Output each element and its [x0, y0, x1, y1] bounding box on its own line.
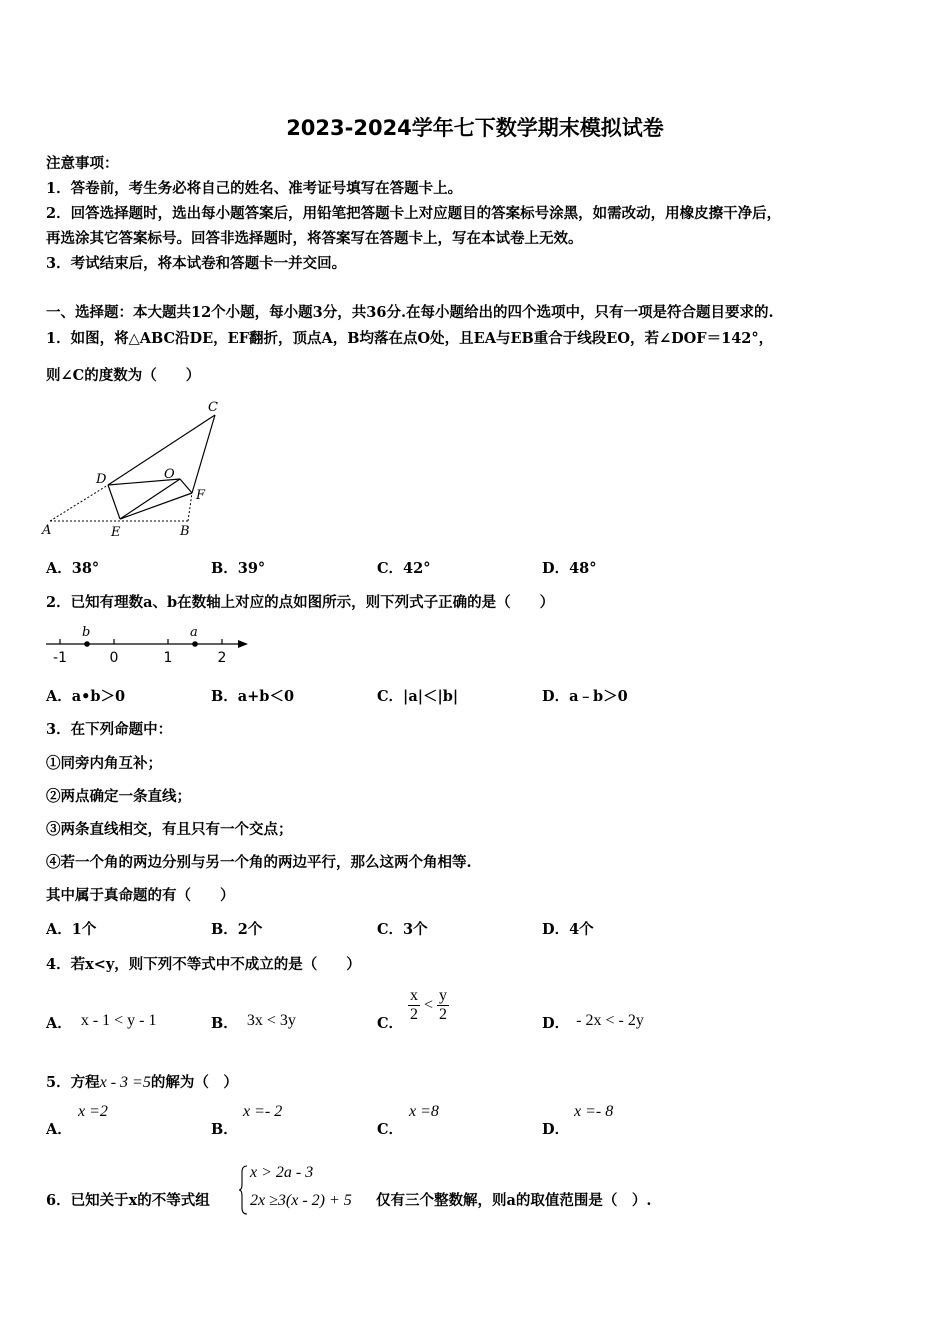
notice-item-2: 2．回答选择题时，选出每小题答案后，用铅笔把答题卡上对应题目的答案标号涂黑，如需改动，用橡皮擦干净后，: [46, 205, 782, 222]
segment-EO: [120, 479, 180, 519]
label-F: F: [196, 488, 206, 503]
point-label-b: b: [82, 625, 91, 640]
label-C: C: [208, 400, 218, 415]
notice-item-2-cont: 再选涂其它答案标号。回答非选择题时，将答案写在答题卡上，写在本试卷上无效。: [46, 230, 583, 247]
q1-option-a[interactable]: A．38°: [46, 560, 100, 577]
q2-stem: 2．已知有理数a、b在数轴上对应的点如图所示，则下列式子正确的是（ ）: [46, 594, 555, 611]
q4-option-b[interactable]: [211, 1012, 296, 1033]
fold-DE: [108, 485, 120, 519]
q3-ask: 其中属于真命题的有（ ）: [46, 887, 235, 904]
q1-stem-cont: 则∠C的度数为（ ）: [46, 367, 201, 384]
q4-option-d-expr: - 2x < - 2y: [576, 1012, 644, 1029]
frac-y-den: 2: [439, 1006, 448, 1023]
frac-op: <: [424, 996, 434, 1014]
q4-option-a-letter: A．: [46, 1015, 72, 1032]
label-O: O: [164, 467, 175, 482]
side-CF: [192, 415, 215, 493]
q5-option-a[interactable]: A．: [46, 1121, 72, 1138]
q2-number-line: [40, 620, 255, 668]
q4-stem: 4．若x<y，则下列不等式中不成立的是（ ）: [46, 956, 361, 973]
q5-option-b[interactable]: B．: [211, 1121, 238, 1138]
q1-option-c[interactable]: C．42°: [377, 560, 431, 577]
q4-option-b-expr: 3x < 3y: [246, 1012, 296, 1029]
q2-option-d[interactable]: D．a﹣b＞0: [542, 688, 628, 705]
frac-y-num: y: [439, 987, 448, 1004]
notice-item-3: 3．考试结束后，将本试卷和答题卡一并交回。: [46, 255, 347, 272]
q5-option-d-expr: x =- 8: [574, 1103, 614, 1120]
page-title: 2023-2024学年七下数学期末模拟试卷: [286, 116, 664, 140]
label-A: A: [42, 523, 52, 538]
q6-brace: [239, 1164, 249, 1216]
q5-stem-pre: 5．方程: [46, 1074, 100, 1091]
side-DC: [108, 415, 215, 485]
label-D: D: [96, 472, 107, 487]
segment-OF: [180, 479, 192, 493]
q4-option-c[interactable]: [377, 1012, 403, 1033]
q3-option-c[interactable]: C．3个: [377, 921, 428, 938]
label-B: B: [180, 524, 190, 539]
q4-option-b-letter: B．: [211, 1015, 238, 1032]
q2-option-b[interactable]: B．a+b＜0: [211, 688, 295, 705]
q3-option-b[interactable]: B．2个: [211, 921, 263, 938]
q2-option-c[interactable]: C．|a|＜|b|: [377, 688, 459, 705]
q6-stem-post: 仅有三个整数解，则a的取值范围是（ ）.: [376, 1192, 652, 1209]
axis-tick-label: -1: [53, 650, 67, 666]
q5-option-b-expr: x =- 2: [243, 1103, 283, 1120]
q6-inequality-2: 2x ≥3(x - 2) + 5: [250, 1192, 352, 1209]
q4-option-d-letter: D．: [542, 1015, 570, 1032]
frac-x-den: 2: [410, 1006, 418, 1023]
axis-tick-label: 1: [163, 650, 173, 666]
q5-option-d[interactable]: D．: [542, 1121, 570, 1138]
q5-stem: [46, 1071, 238, 1092]
fold-line-BF: [188, 493, 192, 521]
q3-prop-1: ①同旁内角互补；: [46, 755, 162, 772]
q3-option-a[interactable]: A．1个: [46, 921, 97, 938]
q1-option-d[interactable]: D．48°: [542, 560, 597, 577]
axis-arrow: [238, 640, 248, 648]
q5-option-c-expr: x =8: [409, 1103, 439, 1120]
q6-stem-pre: 6．已知关于x的不等式组: [46, 1192, 210, 1209]
q3-option-d[interactable]: D．4个: [542, 921, 594, 938]
frac-x-num: x: [410, 987, 418, 1004]
q4-option-c-expr: [408, 987, 449, 1024]
q3-prop-2: ②两点确定一条直线；: [46, 788, 191, 805]
q1-triangle-figure: [40, 395, 240, 545]
point-b: [84, 641, 90, 647]
fold-line-AD: [50, 485, 108, 521]
q4-option-a[interactable]: [46, 1012, 157, 1033]
q3-prop-3: ③两条直线相交，有且只有一个交点；: [46, 821, 293, 838]
section-heading: 一、选择题：本大题共12个小题，每小题3分，共36分.在每小题给出的四个选项中，只有一项是符合题目要求的.: [46, 304, 774, 321]
q1-stem: 1．如图，将△ABC沿DE，EF翻折，顶点A，B均落在点O处，且EA与EB重合于线段EO，若∠DOF＝142°，: [46, 330, 774, 347]
point-a: [192, 641, 198, 647]
q5-option-c[interactable]: C．: [377, 1121, 404, 1138]
q4-option-c-letter: C．: [377, 1015, 404, 1032]
q5-stem-post: 的解为（ ）: [150, 1074, 238, 1091]
axis-tick-label: 0: [109, 650, 119, 666]
q2-option-a[interactable]: A．a•b＞0: [46, 688, 126, 705]
fold-EF: [120, 493, 192, 519]
q4-option-d[interactable]: [542, 1012, 644, 1033]
q3-stem: 3．在下列命题中：: [46, 721, 173, 738]
q6-inequality-1: x > 2a - 3: [250, 1164, 314, 1181]
axis-tick-label: 2: [217, 650, 227, 666]
notice-item-1: 1．答卷前，考生务必将自己的姓名、准考证号填写在答题卡上。: [46, 180, 463, 197]
label-E: E: [111, 525, 121, 540]
q3-prop-4: ④若一个角的两边分别与另一个角的两边平行，那么这两个角相等.: [46, 854, 472, 871]
q4-option-a-expr: x - 1 < y - 1: [80, 1012, 157, 1029]
q1-option-b[interactable]: B．39°: [211, 560, 266, 577]
q5-equation: x - 3 =5: [99, 1074, 151, 1091]
point-label-a: a: [190, 625, 198, 640]
q5-option-a-expr: x =2: [78, 1103, 108, 1120]
notice-heading: 注意事项：: [46, 155, 119, 172]
